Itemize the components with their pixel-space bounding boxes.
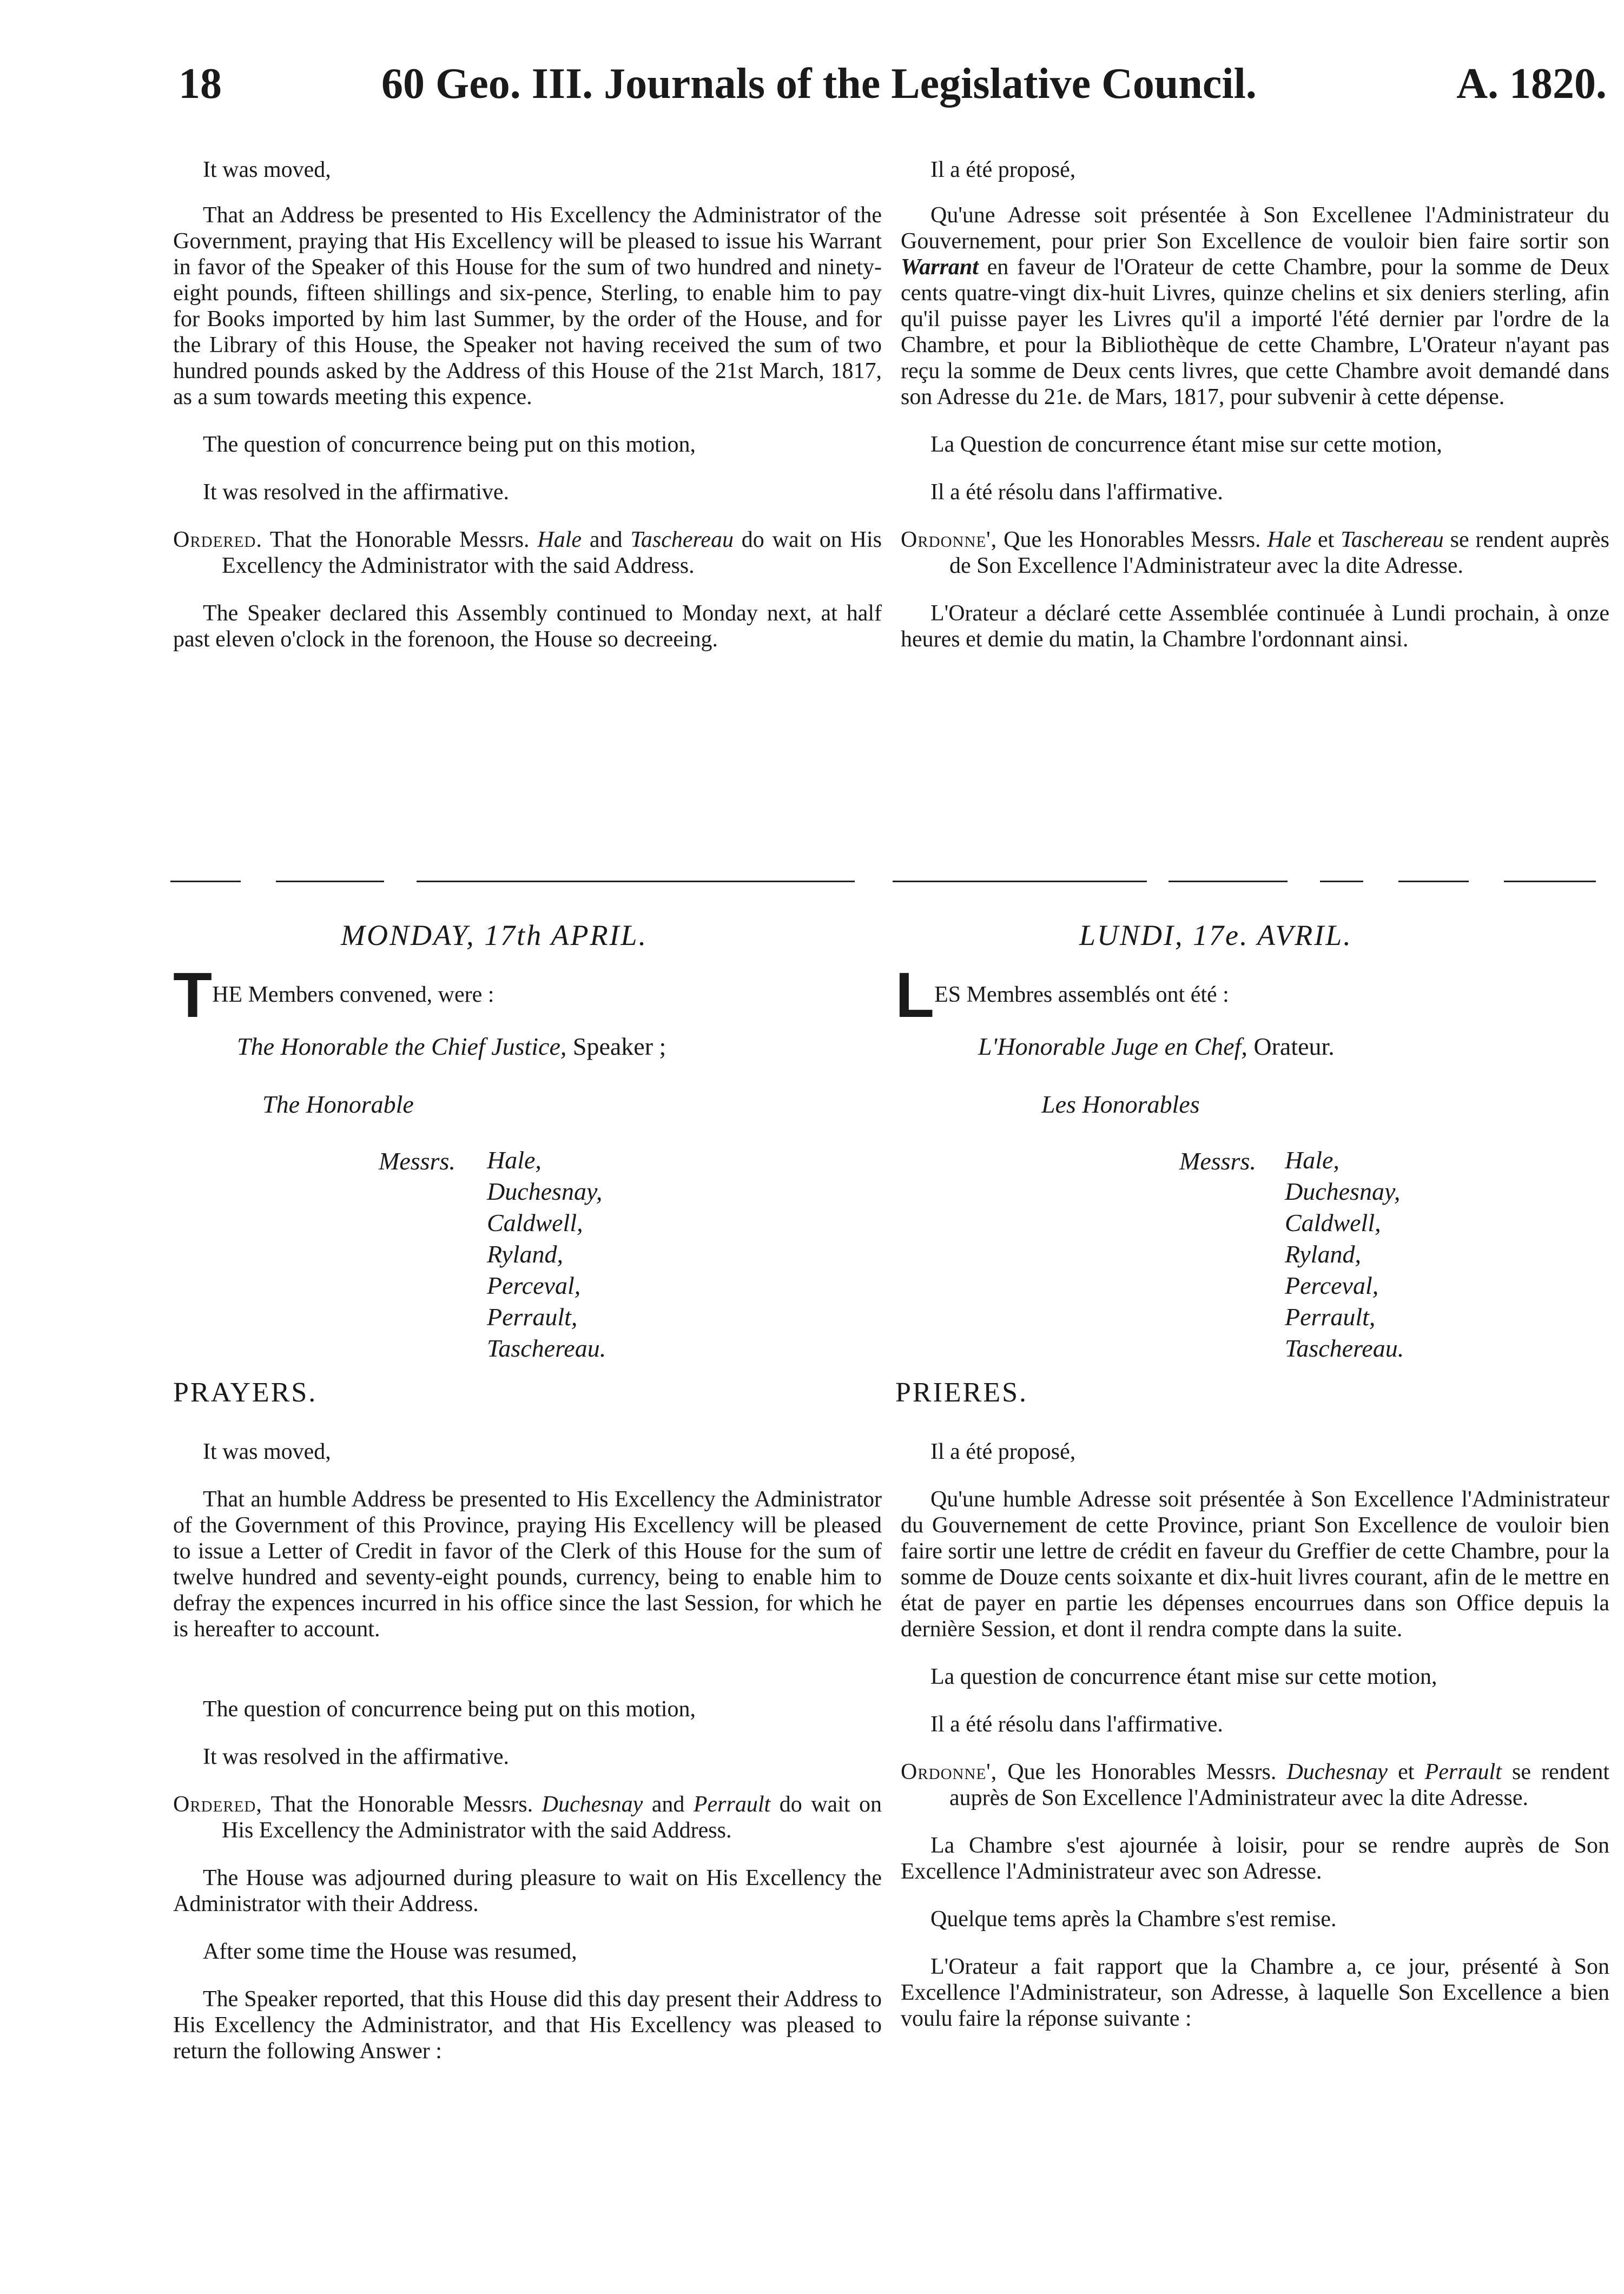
resolved-text: It was resolved in the affirmative.: [203, 480, 510, 505]
members-convened-line: THE Members convened, were :: [173, 960, 494, 1031]
member-name: Perrault,: [1285, 1303, 1376, 1331]
ordered-label: Ordonne',: [901, 527, 998, 552]
moved-text: Il a été proposé,: [930, 157, 1076, 182]
messrs-label: Messrs.: [1179, 1147, 1256, 1175]
divider-rule: [1320, 881, 1363, 882]
drop-cap: T: [173, 960, 213, 1031]
address-motion: That an Address be presented to His Excellency the Administrator of the Government, praying that His Excellency will be pleased to issue his Warrant in favor of the Speaker of this House for the sum of two hundred and ninety-eight pounds, fifteen shillings and six-pence, Sterling, to enable him to pay for Books imported by him last Summer, by the order of the House, and for the Library of this House, the Speaker not having received the sum of two hundred pounds asked by the Address of this House of the 21st March, 1817, as a sum towards meeting this expence.: [173, 203, 882, 409]
address-motion: That an humble Address be presented to His Excellency the Administrator of the Government of this Province, praying His Excellency will be pleased to issue a Letter of Credit in favor of the Clerk of this House for the sum of twelve hundred and seventy-eight pounds, currency, being to enable him to defray the expences incurred in his office since the last Session, for which he is hereafter to account.: [173, 1487, 882, 1642]
divider-rule: [1398, 881, 1469, 882]
resumed-text: Quelque tems après la Chambre s'est remise.: [930, 1907, 1337, 1932]
question-text: The question of concurrence being put on this motion,: [203, 1697, 696, 1722]
journal-title: 60 Geo. III. Journals of the Legislative Council.: [381, 60, 1257, 108]
drop-cap: L: [895, 960, 935, 1031]
members-convened-line: LES Membres assemblés ont été :: [895, 960, 1229, 1031]
adjourned-text: La Chambre s'est ajournée à loisir, pour se rendre auprès de Son Excellence l'Administrateur avec son Adresse.: [901, 1833, 1609, 1884]
member-name: Caldwell,: [1285, 1209, 1381, 1237]
member-name: Ryland,: [487, 1240, 563, 1268]
monday-french-column: [901, 1439, 1609, 2032]
resolved-text: It was resolved in the affirmative.: [203, 1744, 510, 1769]
resumed-text: After some time the House was resumed,: [203, 1939, 577, 1964]
journal-year: A. 1820.: [1456, 60, 1607, 108]
ordered-paragraph: Ordonne', Que les Honorables Messrs. Hale et Taschereau se rendent auprès de Son Excellence l'Administrateur avec la dite Adresse.: [901, 527, 1610, 578]
divider-rule: [170, 881, 241, 882]
member-name: Duchesnay,: [487, 1178, 603, 1205]
top-french-column: [901, 157, 1609, 652]
speaker-report: L'Orateur a fait rapport que la Chambre a, ce jour, présenté à Son Excellence l'Administrateur, son Adresse, à laquelle Son Excellence a bien voulu faire la réponse suivante :: [901, 1954, 1609, 2031]
member-name: Taschereau.: [1285, 1334, 1404, 1362]
member-name: Hale,: [487, 1146, 542, 1174]
ordered-paragraph: Ordered. That the Honorable Messrs. Hale and Taschereau do wait on His Excellency the Administrator with the said Address.: [173, 527, 882, 578]
monday-english-column: [173, 1439, 882, 2064]
divider-rule: [417, 881, 855, 882]
top-english-column: [173, 157, 882, 652]
speaker-line: L'Honorable Juge en Chef, Orateur.: [978, 1033, 1335, 1060]
member-name: Perceval,: [487, 1272, 581, 1299]
continued-text: The Speaker declared this Assembly continued to Monday next, at half past eleven o'clock in the forenoon, the House so decreeing.: [173, 601, 882, 652]
member-name: Caldwell,: [487, 1209, 583, 1237]
member-name: Perceval,: [1285, 1272, 1379, 1299]
running-header: [179, 60, 1607, 119]
ordered-paragraph: Ordonne', Que les Honorables Messrs. Duchesnay et Perrault se rendent auprès de Son Excellence l'Administrateur avec la dite Adresse.: [901, 1760, 1609, 1810]
moved-text: It was moved,: [203, 157, 331, 182]
member-name: Ryland,: [1285, 1240, 1361, 1268]
resolved-text: Il a été résolu dans l'affirmative.: [930, 1712, 1223, 1737]
resolved-text: Il a été résolu dans l'affirmative.: [930, 480, 1223, 505]
speaker-report: The Speaker reported, that this House did this day present their Address to His Excellency the Administrator, and that His Excellency was pleased to return the following Answer :: [173, 1987, 882, 2064]
divider-rule: [1504, 881, 1596, 882]
date-heading-french: LUNDI, 17e. AVRIL.: [1079, 919, 1352, 951]
ordered-label: Ordonne',: [901, 1760, 998, 1784]
address-motion: Qu'une Adresse soit présentée à Son Excellenee l'Administrateur du Gouvernement, pour prier Son Excellence de vouloir bien faire sortir son Warrant en faveur de l'Orateur de cette Chambre, pour la somme de Deux cents quatre-vingt dix-huit Livres, quinze chelins et six deniers sterling, afin qu'il puisse payer les Livres qu'il a importé l'été dernier par l'ordre de la Chambre, et pour la Bibliothèque de cette Chambre, L'Orateur n'ayant pas reçu la somme de Deux cents livres, que cette Chambre avoit demandé dans son Adresse du 21e. de Mars, 1817, pour subvenir à cette dépense.: [901, 203, 1609, 409]
ordered-label: Ordered,: [173, 1792, 262, 1817]
member-name: Taschereau.: [487, 1334, 606, 1362]
speaker-line: The Honorable the Chief Justice, Speaker ;: [237, 1033, 666, 1060]
address-motion: Qu'une humble Adresse soit présentée à Son Excellence l'Administrateur du Gouvernement de cette Province, priant Son Excellence de vouloir bien faire sortir une lettre de crédit en faveur du Greffier de cette Chambre, pour la somme de Douze cents soixante et dix-huit livres courant, afin de le mettre en état de payer en partie les dépenses encourrues dans son Office depuis la dernière Session, et dont il rendra compte dans la suite.: [901, 1487, 1609, 1642]
honorable-label: Les Honorables: [1041, 1090, 1200, 1118]
question-text: La Question de concurrence étant mise sur cette motion,: [930, 432, 1442, 457]
members-list: [487, 1145, 606, 1364]
section-heading-prieres: PRIERES.: [895, 1377, 1028, 1408]
member-name: Duchesnay,: [1285, 1178, 1401, 1205]
divider-rule: [276, 881, 384, 882]
question-text: The question of concurrence being put on this motion,: [203, 432, 696, 457]
divider-rule: [1169, 881, 1288, 882]
member-name: Perrault,: [487, 1303, 578, 1331]
question-text: La question de concurrence étant mise sur cette motion,: [930, 1664, 1437, 1689]
moved-text: Il a été proposé,: [930, 1439, 1076, 1464]
ordered-paragraph: Ordered, That the Honorable Messrs. Duchesnay and Perrault do wait on His Excellency the Administrator with the said Address.: [173, 1792, 882, 1843]
member-name: Hale,: [1285, 1146, 1339, 1174]
ordered-label: Ordered.: [173, 527, 262, 552]
messrs-label: Messrs.: [379, 1147, 455, 1175]
divider-rule: [893, 881, 1147, 882]
adjourned-text: The House was adjourned during pleasure to wait on His Excellency the Administrator with their Address.: [173, 1866, 882, 1916]
page-number: 18: [179, 60, 222, 108]
honorable-label: The Honorable: [262, 1090, 414, 1118]
section-heading-prayers: PRAYERS.: [173, 1377, 318, 1408]
date-heading-english: MONDAY, 17th APRIL.: [341, 919, 648, 951]
members-list: [1285, 1145, 1404, 1364]
continued-text: L'Orateur a déclaré cette Assemblée continuée à Lundi prochain, à onze heures et demie du matin, la Chambre l'ordonnant ainsi.: [901, 601, 1609, 652]
moved-text: It was moved,: [203, 1439, 331, 1464]
